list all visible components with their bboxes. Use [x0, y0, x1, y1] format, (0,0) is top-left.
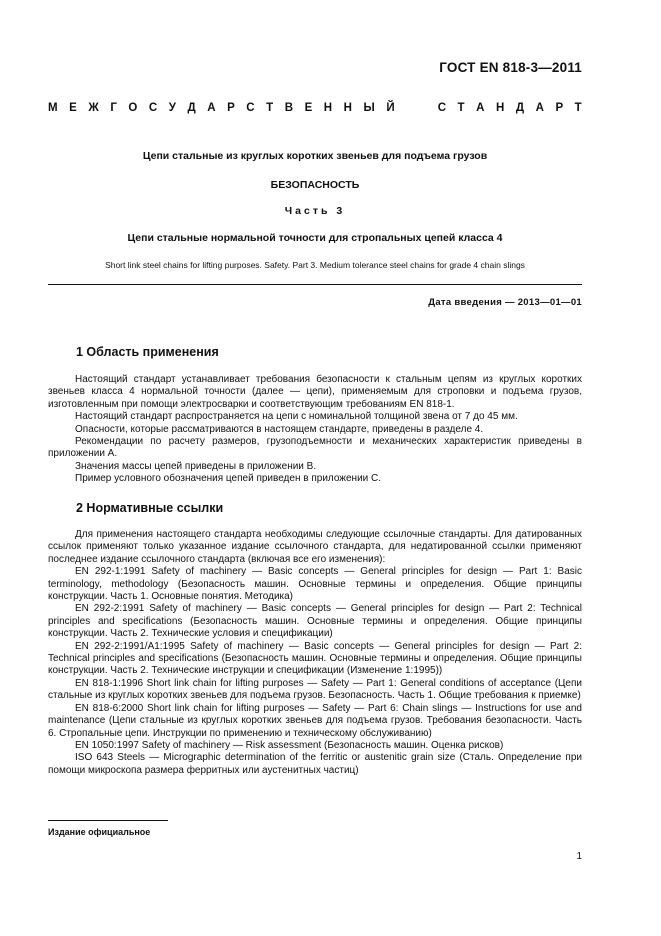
introduction-date: Дата введения — 2013—01—01: [428, 297, 582, 308]
page-number: 1: [576, 851, 582, 862]
banner-letter: Ы: [363, 102, 375, 114]
banner-letter: У: [168, 102, 176, 114]
footer-divider: [48, 820, 168, 821]
banner-letter: Н: [323, 102, 333, 114]
banner-letter: Д: [515, 102, 525, 114]
banner-letter: С: [437, 102, 446, 114]
interstate-standard-banner: [48, 102, 582, 114]
document-code: ГОСТ EN 818-3—2011: [439, 60, 582, 75]
paragraph: Для применения настоящего стандарта необходимы следующие ссылочные стандарты. Для датированных ссылок применяют только указанное издание ссылочного стандарта, для недатированной ссылки применяют последнее издание ссылочного стандарта (включая все его изменения):: [48, 529, 582, 565]
document-subtitle: Цепи стальные нормальной точности для стропальных цепей класса 4: [127, 232, 503, 244]
banner-letter: Т: [266, 102, 274, 114]
section-2-heading: 2 Нормативные ссылки: [76, 501, 224, 515]
paragraph: Настоящий стандарт устанавливает требования безопасности к стальным цепям из круглых коротких звеньев класса 4 нормальной точности (далее — цепи), применяемым для строповки и подъема грузов, изготовленным при помощи электросварки и соответствующим требованиям EN 818-1.: [48, 374, 582, 410]
reference-item: EN 1050:1997 Safety of machinery — Risk assessment (Безопасность машин. Оценка рисков): [75, 739, 504, 751]
title-divider: [48, 284, 582, 285]
edition-note: Издание официальное: [48, 827, 151, 837]
paragraph: Рекомендации по расчету размеров, грузоподъемности и механических характеристик приведены в приложении А.: [48, 436, 582, 460]
section-1-body: [48, 374, 582, 486]
banner-letter: Т: [457, 102, 465, 114]
document-part: Часть 3: [284, 205, 346, 217]
banner-letter: А: [535, 102, 544, 114]
reference-item: EN 818-1:1996 Short link chain for lifting purposes — Safety — Part 1: General conditions of acceptance (Цепи стальные из круглых коротких звеньев для подъема грузов. Безопасность. Часть 1. Общие требования к приемке): [48, 677, 582, 702]
reference-item: ISO 643 Steels — Micrographic determination of the ferritic or austenitic grain size (Сталь. Определение при помощи микроскопа размера ферритных или аустенитных частиц): [48, 752, 582, 776]
banner-letter: Е: [304, 102, 313, 114]
paragraph: Пример условного обозначения цепей приведен в приложении С.: [75, 473, 382, 485]
banner-letter: Д: [187, 102, 196, 114]
banner-letter: Г: [110, 102, 117, 114]
document-title: Цепи стальные из круглых коротких звеньев для подъема грузов: [142, 150, 488, 162]
banner-letter: Р: [227, 102, 235, 114]
reference-item: EN 292-2:1991/A1:1995 Safety of machinery — Basic concepts — General principles for design — Part 2: Technical principles and specifications (Безопасность машин. Основные термины и определения. Общие принципы конструкции. Часть 2. Технические инструкции и спецификации (Изменение 1:1995)): [48, 640, 582, 677]
paragraph: Значения массы цепей приведены в приложении В.: [75, 460, 317, 472]
banner-letter: Й: [386, 102, 395, 114]
document-title-english: Short link steel chains for lifting purposes. Safety. Part 3. Medium tolerance steel chains for grade 4 chain slings: [105, 260, 525, 270]
reference-item: EN 818-6:2000 Short link chain for lifting purposes — Safety — Part 6: Chain slings — Instructions for use and maintenance (Цепи стальные из круглых коротких звеньев для подъема грузов. Требования безопасности. Часть 6. Стропальные цепи. Инструкции по применению и техническому обслуживанию): [48, 702, 582, 739]
banner-letter: О: [128, 102, 138, 114]
banner-letter: Ж: [88, 102, 99, 114]
section-1-heading: 1 Область применения: [76, 345, 219, 359]
banner-letter: Н: [343, 102, 352, 114]
section-2-body: [48, 529, 582, 777]
banner-letter: Р: [555, 102, 564, 114]
banner-letter: А: [476, 102, 485, 114]
banner-letter: С: [246, 102, 255, 114]
reference-item: EN 292-1:1991 Safety of machinery — Basic concepts — General principles for design — Part 1: Basic terminology, methodology (Безопасность машин. Основные термины и определения. Общие принципы конструкции. Часть 1. Основные понятия. Методика): [48, 566, 582, 603]
reference-item: EN 292-2:1991 Safety of machinery — Basic concepts — General principles for design — Part 2: Technical principles and specifications (Безопасность машин. Основные термины и определения. Общие принципы конструкции. Часть 2. Технические условия и спецификации): [48, 603, 582, 640]
banner-letter: А: [207, 102, 216, 114]
banner-letter: Н: [495, 102, 505, 114]
banner-letter: С: [148, 102, 158, 114]
paragraph: Опасности, которые рассматриваются в настоящем стандарте, приведены в разделе 4.: [75, 423, 484, 435]
banner-letter: М: [48, 102, 58, 114]
banner-letter: В: [284, 102, 294, 114]
paragraph: Настоящий стандарт распространяется на цепи с номинальной толщиной звена от 7 до 45 мм.: [75, 411, 518, 423]
banner-letter: Е: [69, 102, 77, 114]
document-title-safety: БЕЗОПАСНОСТЬ: [270, 179, 360, 191]
banner-letter: [406, 102, 426, 114]
banner-letter: Т: [574, 102, 582, 114]
